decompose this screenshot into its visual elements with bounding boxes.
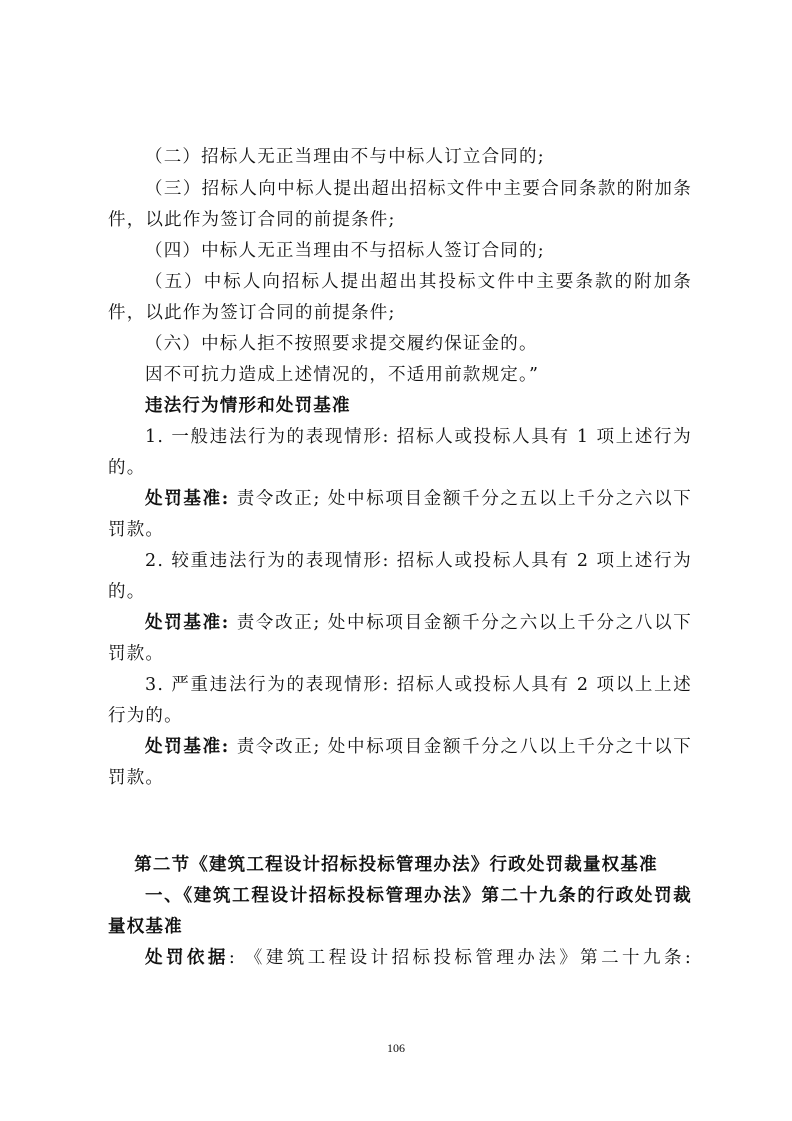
penalty-2-label: 处罚基准: bbox=[145, 613, 230, 633]
penalty-2-text: 责令改正; 处中标项目金额千分之六以上千分之八以下 bbox=[229, 613, 692, 633]
penalty-1-line2: 罚款。 bbox=[108, 520, 165, 540]
section-title: 第二节《建筑工程设计招标投标管理办法》行政处罚裁量权基准 bbox=[134, 855, 658, 875]
clause-3-line1: （三）招标人向中标人提出超出招标文件中主要合同条款的附加条 bbox=[145, 179, 692, 199]
penalty-2-line1 bbox=[145, 612, 692, 634]
penalty-3-line2: 罚款。 bbox=[108, 768, 165, 788]
penalty-basis bbox=[145, 947, 692, 969]
violation-heading: 违法行为情形和处罚基准 bbox=[145, 396, 351, 416]
subsection-title-line2: 量权基准 bbox=[108, 917, 183, 937]
penalty-3-label: 处罚基准: bbox=[145, 737, 230, 757]
force-majeure-note: 因不可抗力造成上述情况的，不适用前款规定。” bbox=[145, 365, 540, 385]
clause-6: （六）中标人拒不按照要求提交履约保证金的。 bbox=[145, 334, 538, 354]
violation-2-line1: 2. 较重违法行为的表现情形: 招标人或投标人具有 2 项上述行为 bbox=[145, 551, 692, 571]
penalty-1-text: 责令改正; 处中标项目金额千分之五以上千分之六以下 bbox=[229, 489, 692, 509]
violation-1-line1: 1. 一般违法行为的表现情形: 招标人或投标人具有 1 项上述行为 bbox=[145, 427, 692, 447]
clause-4: （四）中标人无正当理由不与招标人签订合同的; bbox=[145, 241, 545, 261]
subsection-title-line1: 一、《建筑工程设计招标投标管理办法》第二十九条的行政处罚裁 bbox=[145, 886, 692, 906]
violation-3-line2: 行为的。 bbox=[108, 706, 183, 726]
violation-3-line1: 3. 严重违法行为的表现情形: 招标人或投标人具有 2 项以上上述 bbox=[145, 675, 692, 695]
violation-2-line2: 的。 bbox=[108, 582, 146, 602]
clause-3-line2: 件，以此作为签订合同的前提条件; bbox=[108, 210, 396, 230]
violation-1-line2: 的。 bbox=[108, 458, 146, 478]
penalty-3-line1 bbox=[145, 736, 692, 758]
penalty-3-text: 责令改正; 处中标项目金额千分之八以上千分之十以下 bbox=[229, 737, 692, 757]
penalty-basis-label: 处罚依据 bbox=[145, 948, 229, 968]
clause-2: （二）招标人无正当理由不与中标人订立合同的; bbox=[145, 147, 545, 167]
penalty-2-line2: 罚款。 bbox=[108, 644, 165, 664]
penalty-1-label: 处罚基准: bbox=[145, 489, 230, 509]
clause-5-line2: 件，以此作为签订合同的前提条件; bbox=[108, 303, 396, 323]
page-number: 106 bbox=[387, 1041, 405, 1055]
penalty-1-line1 bbox=[145, 488, 692, 510]
penalty-basis-text: : 《建筑工程设计招标投标管理办法》第二十九条: bbox=[228, 948, 692, 968]
clause-5-line1: （五）中标人向招标人提出超出其投标文件中主要条款的附加条 bbox=[145, 272, 692, 292]
